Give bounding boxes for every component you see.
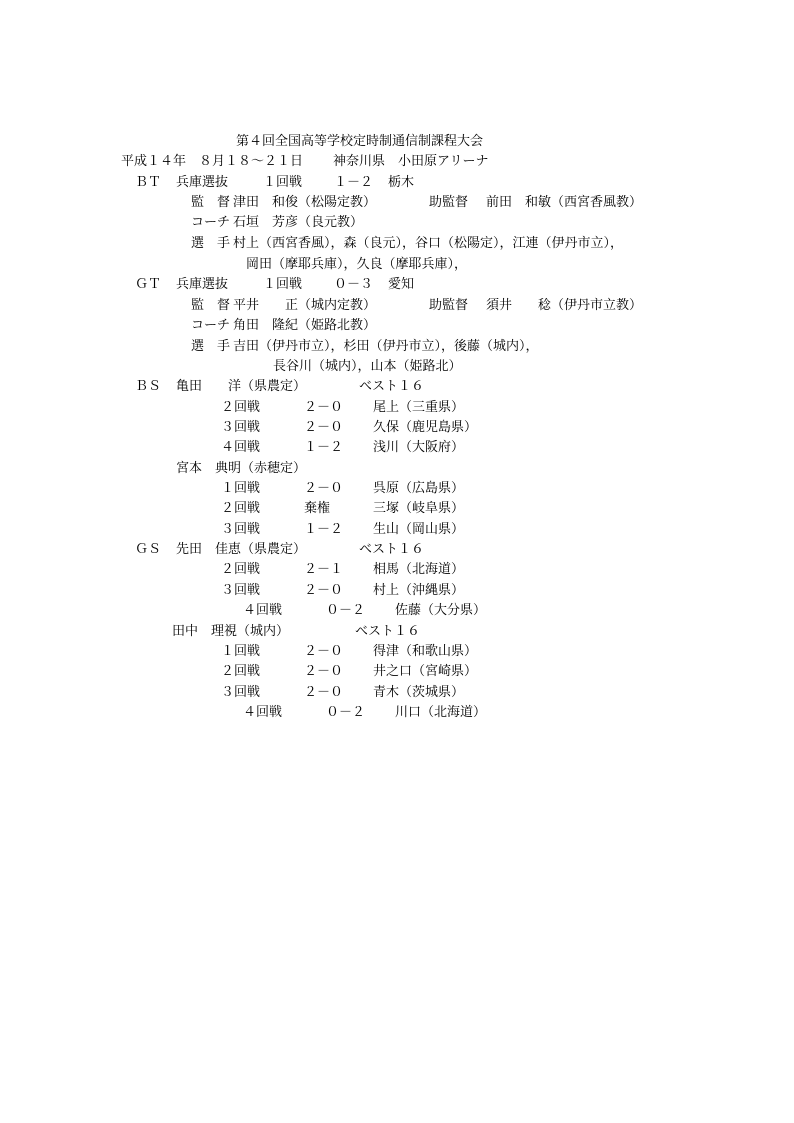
- match-round: ４回戦: [243, 603, 283, 618]
- player-name: 亀田 洋（県農定）: [176, 379, 307, 394]
- event-date: 平成１４年 ８月１８～２１日: [121, 154, 304, 169]
- match-opponent: 得津（和歌山県）: [373, 644, 478, 659]
- bs-label: ＢＳ: [135, 379, 162, 394]
- gt-coach: 平井 正（城内定教）: [233, 298, 377, 313]
- document-title: 第４回全国高等学校定時制通信制課程大会: [236, 134, 484, 149]
- match-round: ４回戦: [221, 440, 261, 455]
- bt-round: １回戦: [263, 175, 303, 190]
- player-result: ベスト１６: [359, 379, 425, 394]
- bt-coach-role: 監 督: [191, 195, 231, 210]
- match-round: ２回戦: [221, 664, 261, 679]
- match-opponent: 生山（岡山県）: [373, 522, 465, 537]
- player-result: ベスト１６: [359, 542, 425, 557]
- event-venue: 神奈川県 小田原アリーナ: [333, 154, 489, 169]
- match-score: ２－０: [304, 400, 344, 415]
- match-opponent: 相馬（北海道）: [373, 562, 465, 577]
- match-opponent: 久保（鹿児島県）: [373, 420, 478, 435]
- bt-trainer: 石垣 芳彦（良元教）: [233, 215, 364, 230]
- match-opponent: 呉原（広島県）: [373, 481, 465, 496]
- bt-players-line2: 岡田（摩耶兵庫），久良（摩耶兵庫），: [246, 257, 468, 272]
- bt-assistant-role: 助監督: [429, 195, 469, 210]
- match-score: ０－２: [326, 603, 366, 618]
- match-score: 棄権: [304, 501, 331, 516]
- gt-team: 兵庫選抜: [176, 277, 229, 292]
- match-score: ２－０: [304, 583, 344, 598]
- match-opponent: 尾上（三重県）: [373, 400, 465, 415]
- player-result: ベスト１６: [355, 624, 421, 639]
- bt-players-line1: 村上（西宮香風），森（良元），谷口（松陽定），江連（伊丹市立），: [233, 236, 624, 251]
- match-round: ２回戦: [221, 400, 261, 415]
- player-name: 宮本 典明（赤穂定）: [176, 461, 307, 476]
- match-score: ２－１: [304, 562, 344, 577]
- match-opponent: 青木（茨城県）: [373, 685, 465, 700]
- gt-score: ０－３: [334, 277, 374, 292]
- player-name: 先田 佳恵（県農定）: [176, 542, 307, 557]
- match-opponent: 井之口（宮崎県）: [373, 664, 478, 679]
- match-score: ２－０: [304, 481, 344, 496]
- match-score: １－２: [304, 440, 344, 455]
- match-score: ２－０: [304, 664, 344, 679]
- bt-players-role: 選 手: [191, 236, 231, 251]
- gt-players-line2: 長谷川（城内），山本（姫路北）: [273, 359, 462, 374]
- bt-opponent: 栃木: [388, 175, 415, 190]
- match-round: １回戦: [221, 481, 261, 496]
- player-name: 田中 理視（城内）: [172, 624, 290, 639]
- bt-label: ＢＴ: [135, 175, 162, 190]
- match-score: ２－０: [304, 644, 344, 659]
- match-score: ２－０: [304, 685, 344, 700]
- match-opponent: 佐藤（大分県）: [395, 603, 487, 618]
- match-opponent: 村上（沖縄県）: [373, 583, 465, 598]
- gs-label: ＧＳ: [135, 542, 162, 557]
- match-score: ２－０: [304, 420, 344, 435]
- bt-trainer-role: コーチ: [191, 215, 231, 230]
- match-round: ４回戦: [243, 705, 283, 720]
- match-opponent: 浅川（大阪府）: [373, 440, 465, 455]
- match-round: １回戦: [221, 644, 261, 659]
- bt-coach: 津田 和俊（松陽定教）: [233, 195, 377, 210]
- gt-round: １回戦: [263, 277, 303, 292]
- gt-opponent: 愛知: [388, 277, 415, 292]
- bt-team: 兵庫選抜: [176, 175, 229, 190]
- gt-assistant-role: 助監督: [429, 298, 469, 313]
- match-round: ３回戦: [221, 522, 261, 537]
- match-opponent: 三塚（岐阜県）: [373, 501, 465, 516]
- gt-label: ＧＴ: [135, 277, 162, 292]
- gt-coach-role: 監 督: [191, 298, 231, 313]
- gt-trainer: 角田 隆紀（姫路北教）: [233, 318, 377, 333]
- gt-players-line1: 吉田（伊丹市立），杉田（伊丹市立），後藤（城内），: [233, 339, 539, 354]
- match-round: ３回戦: [221, 685, 261, 700]
- match-round: ２回戦: [221, 501, 261, 516]
- match-score: １－２: [304, 522, 344, 537]
- bt-score: １－２: [334, 175, 374, 190]
- match-round: ２回戦: [221, 562, 261, 577]
- bt-assistant: 前田 和敏（西宮香風教）: [486, 195, 643, 210]
- gt-assistant: 須井 稔（伊丹市立教）: [486, 298, 643, 313]
- match-round: ３回戦: [221, 420, 261, 435]
- match-round: ３回戦: [221, 583, 261, 598]
- gt-players-role: 選 手: [191, 339, 231, 354]
- gt-trainer-role: コーチ: [191, 318, 231, 333]
- match-score: ０－２: [326, 705, 366, 720]
- match-opponent: 川口（北海道）: [395, 705, 487, 720]
